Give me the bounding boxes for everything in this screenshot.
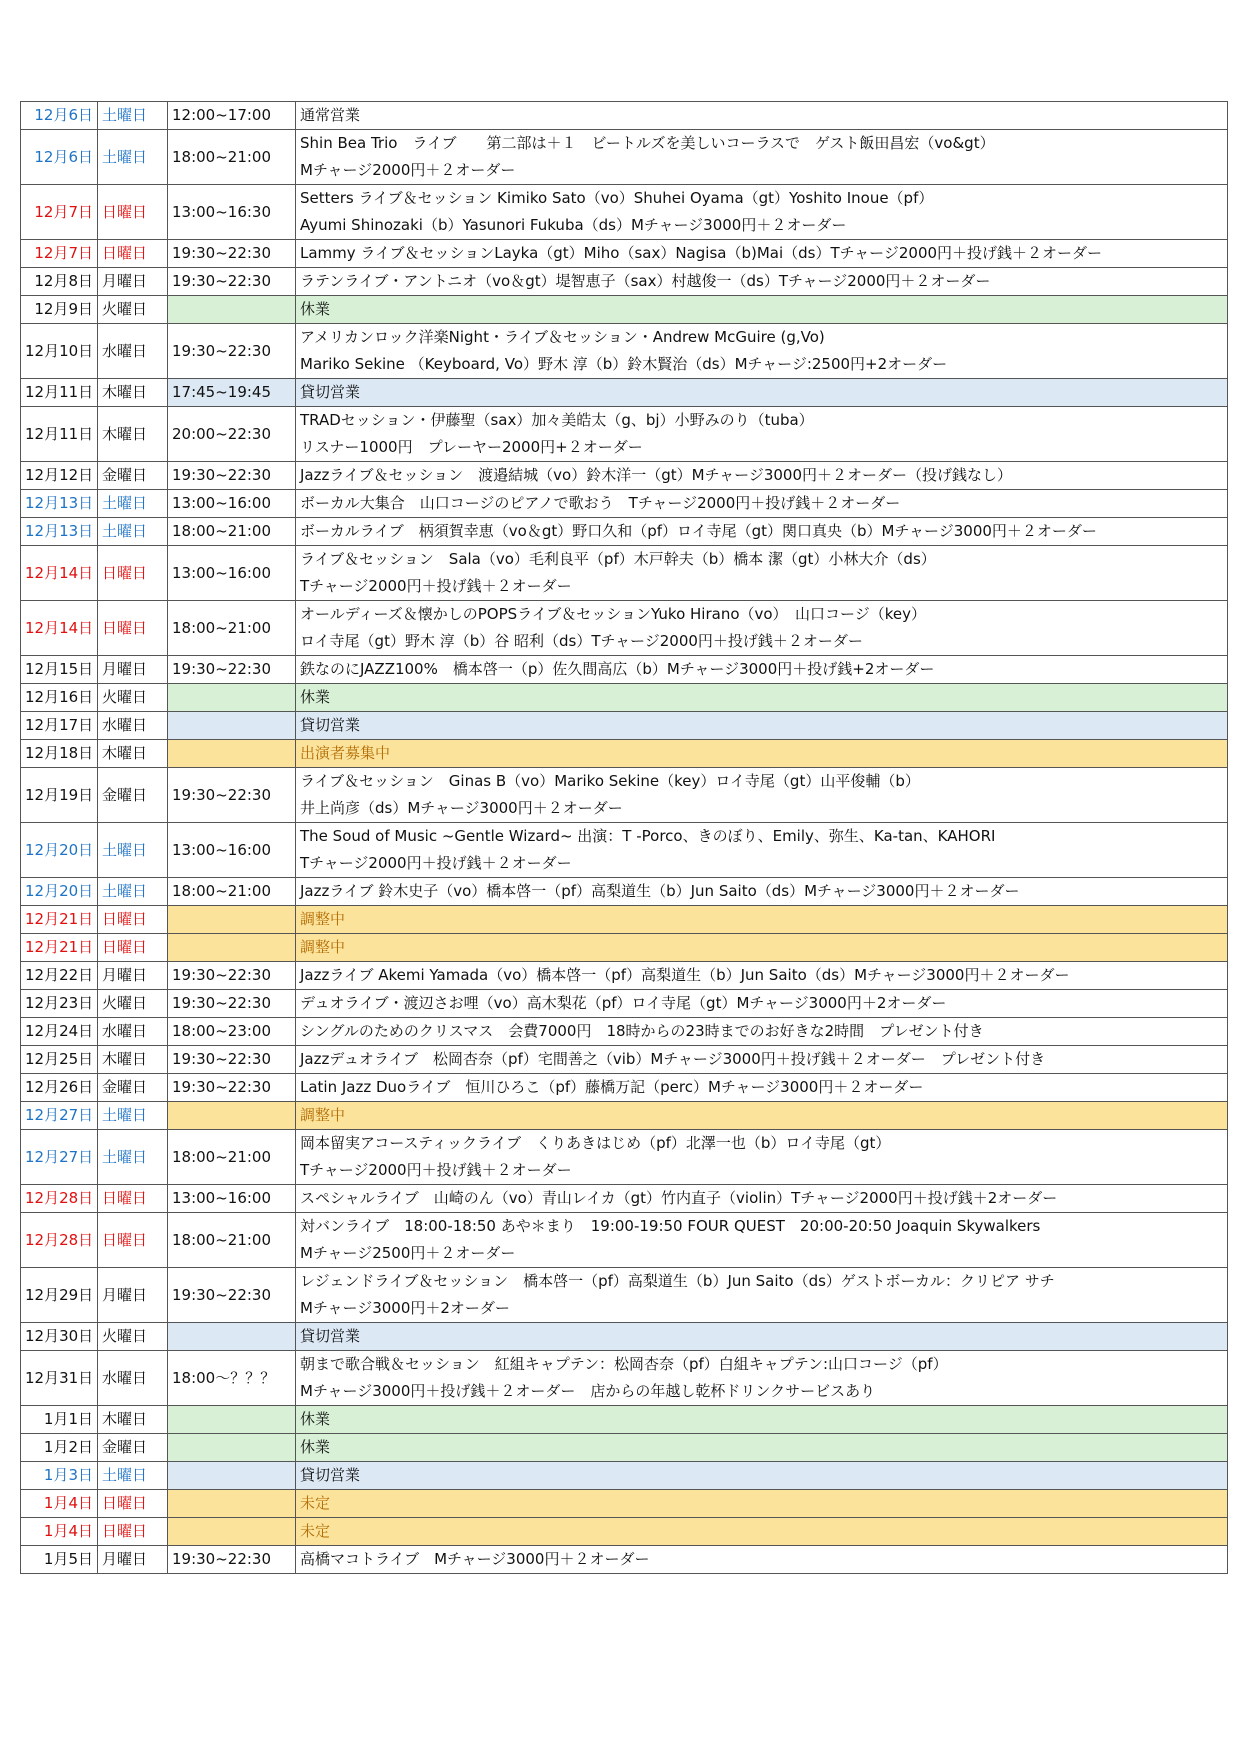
- row-date: 12月13日: [21, 490, 98, 518]
- schedule-table: [20, 101, 1228, 1574]
- row-event: [296, 1268, 1228, 1323]
- event-line: Tチャージ2000円＋投げ銭＋２オーダー: [300, 854, 572, 872]
- event-line: アメリカンロック洋楽Night・ライブ＆セッション・Andrew McGuire (g,Vo): [300, 328, 825, 346]
- schedule-row: [21, 1185, 1228, 1213]
- row-date: 12月16日: [21, 684, 98, 712]
- event-line: Setters ライブ＆セッション Kimiko Sato（vo）Shuhei Oyama（gt）Yoshito Inoue（pf）: [300, 189, 934, 207]
- row-time: 18:00~23:00: [168, 1018, 296, 1046]
- row-event: [296, 1074, 1228, 1102]
- schedule-row: [21, 962, 1228, 990]
- event-line: 休業: [300, 688, 331, 706]
- row-time: 20:00~22:30: [168, 407, 296, 462]
- schedule-row: [21, 712, 1228, 740]
- schedule-row: [21, 990, 1228, 1018]
- schedule-row: [21, 296, 1228, 324]
- row-date: 12月7日: [21, 185, 98, 240]
- event-line: Jazzライブ Akemi Yamada（vo）橋本啓一（pf）高梨道生（b）Jun Saito（ds）Mチャージ3000円＋２オーダー: [300, 966, 1070, 984]
- event-line: Jazzデュオライブ 松岡杏奈（pf）宅間善之（vib）Mチャージ3000円＋投げ銭＋２オーダー プレゼント付き: [300, 1050, 1046, 1068]
- event-line: Mariko Sekine （Keyboard, Vo）野木 淳（b）鈴木賢治（ds）Mチャージ:2500円+2オーダー: [300, 355, 948, 373]
- row-time: 13:00~16:30: [168, 185, 296, 240]
- row-date: 1月2日: [21, 1434, 98, 1462]
- row-weekday: 月曜日: [98, 1268, 168, 1323]
- event-line: 出演者募集中: [300, 744, 391, 762]
- row-event: [296, 379, 1228, 407]
- row-time: 19:30~22:30: [168, 268, 296, 296]
- row-date: 12月14日: [21, 546, 98, 601]
- schedule-row: [21, 878, 1228, 906]
- event-line: レジェンドライブ＆セッション 橋本啓一（pf）高梨道生（b）Jun Saito（ds）ゲストボーカル：クリピア サチ: [300, 1272, 1055, 1290]
- row-time: 19:30~22:30: [168, 1546, 296, 1574]
- row-weekday: 日曜日: [98, 546, 168, 601]
- event-line: ロイ寺尾（gt）野木 淳（b）谷 昭利（ds）Tチャージ2000円＋投げ銭＋２オーダー: [300, 632, 863, 650]
- row-time: 18:00~21:00: [168, 1213, 296, 1268]
- row-time: [168, 740, 296, 768]
- schedule-row: [21, 1351, 1228, 1406]
- row-event: [296, 1406, 1228, 1434]
- row-event: [296, 1185, 1228, 1213]
- schedule-row: [21, 518, 1228, 546]
- event-line: Mチャージ2500円＋２オーダー: [300, 1244, 516, 1262]
- row-event: [296, 130, 1228, 185]
- row-event: [296, 990, 1228, 1018]
- row-weekday: 金曜日: [98, 1074, 168, 1102]
- row-event: [296, 1490, 1228, 1518]
- row-weekday: 水曜日: [98, 712, 168, 740]
- row-date: 12月25日: [21, 1046, 98, 1074]
- row-weekday: 日曜日: [98, 185, 168, 240]
- row-date: 12月24日: [21, 1018, 98, 1046]
- row-weekday: 木曜日: [98, 1046, 168, 1074]
- row-event: [296, 823, 1228, 878]
- row-date: 1月3日: [21, 1462, 98, 1490]
- event-line: 鉄なのにJAZZ100% 橋本啓一（p）佐久間高広（b）Mチャージ3000円＋投げ銭+2オーダー: [300, 660, 935, 678]
- schedule-row: [21, 1074, 1228, 1102]
- event-line: Shin Bea Trio ライブ 第二部は＋１ ビートルズを美しいコーラスで ゲスト飯田昌宏（vo&gt）: [300, 134, 995, 152]
- row-event: [296, 1323, 1228, 1351]
- row-event: [296, 268, 1228, 296]
- row-date: 1月1日: [21, 1406, 98, 1434]
- schedule-row: [21, 1102, 1228, 1130]
- schedule-row: [21, 546, 1228, 601]
- event-line: Jazzライブ 鈴木史子（vo）橋本啓一（pf）高梨道生（b）Jun Saito（ds）Mチャージ3000円＋２オーダー: [300, 882, 1020, 900]
- row-date: 12月31日: [21, 1351, 98, 1406]
- schedule-row: [21, 1490, 1228, 1518]
- schedule-body: [21, 102, 1228, 1574]
- row-weekday: 金曜日: [98, 462, 168, 490]
- row-date: 12月29日: [21, 1268, 98, 1323]
- event-line: ラテンライブ・アントニオ（vo＆gt）堤智恵子（sax）村越俊一（ds）Tチャージ2000円＋２オーダー: [300, 272, 991, 290]
- row-date: 12月21日: [21, 934, 98, 962]
- schedule-row: [21, 601, 1228, 656]
- row-time: 18:00~21:00: [168, 878, 296, 906]
- row-event: [296, 1351, 1228, 1406]
- row-time: 18:00~21:00: [168, 130, 296, 185]
- row-date: 12月20日: [21, 878, 98, 906]
- event-line: Mチャージ2000円＋２オーダー: [300, 161, 516, 179]
- schedule-row: [21, 379, 1228, 407]
- schedule-row: [21, 185, 1228, 240]
- row-weekday: 土曜日: [98, 130, 168, 185]
- event-line: ボーカルライブ 柄須賀幸恵（vo＆gt）野口久和（pf）ロイ寺尾（gt）関口真央（b）Mチャージ3000円＋２オーダー: [300, 522, 1097, 540]
- event-line: 岡本留実アコースティックライブ くりあきはじめ（pf）北澤一也（b）ロイ寺尾（gt）: [300, 1134, 891, 1152]
- row-weekday: 土曜日: [98, 490, 168, 518]
- row-event: [296, 878, 1228, 906]
- row-weekday: 日曜日: [98, 1185, 168, 1213]
- row-time: 13:00~16:00: [168, 546, 296, 601]
- row-weekday: 水曜日: [98, 1351, 168, 1406]
- event-line: Ayumi Shinozaki（b）Yasunori Fukuba（ds）Mチャージ3000円＋２オーダー: [300, 216, 847, 234]
- event-line: ボーカル大集合 山口コージのピアノで歌おう Tチャージ2000円＋投げ銭＋２オーダー: [300, 494, 901, 512]
- row-date: 12月28日: [21, 1185, 98, 1213]
- row-weekday: 木曜日: [98, 379, 168, 407]
- schedule-row: [21, 1130, 1228, 1185]
- row-date: 12月6日: [21, 130, 98, 185]
- event-line: 貸切営業: [300, 383, 361, 401]
- row-time: 19:30~22:30: [168, 990, 296, 1018]
- row-weekday: 日曜日: [98, 1518, 168, 1546]
- row-event: [296, 1018, 1228, 1046]
- row-date: 1月4日: [21, 1490, 98, 1518]
- row-date: 12月28日: [21, 1213, 98, 1268]
- event-line: シングルのためのクリスマス 会費7000円 18時からの23時までのお好きな2時間 プレゼント付き: [300, 1022, 984, 1040]
- row-time: [168, 1102, 296, 1130]
- row-time: 13:00~16:00: [168, 490, 296, 518]
- event-line: TRADセッション・伊藤聖（sax）加々美皓太（g、bj）小野みのり（tuba）: [300, 411, 814, 429]
- row-event: [296, 490, 1228, 518]
- schedule-row: [21, 462, 1228, 490]
- schedule-row: [21, 656, 1228, 684]
- row-weekday: 木曜日: [98, 740, 168, 768]
- row-event: [296, 1046, 1228, 1074]
- row-weekday: 火曜日: [98, 296, 168, 324]
- row-date: 12月27日: [21, 1130, 98, 1185]
- row-event: [296, 102, 1228, 130]
- row-event: [296, 1434, 1228, 1462]
- row-event: [296, 712, 1228, 740]
- schedule-row: [21, 1462, 1228, 1490]
- event-line: スペシャルライブ 山崎のん（vo）青山レイカ（gt）竹内直子（violin）Tチャージ2000円＋投げ銭＋2オーダー: [300, 1189, 1058, 1207]
- row-time: [168, 906, 296, 934]
- event-line: 対バンライブ 18:00-18:50 あや＊まり 19:00-19:50 FOUR QUEST 20:00-20:50 Joaquin Skywalkers: [300, 1217, 1041, 1235]
- row-event: [296, 185, 1228, 240]
- schedule-row: [21, 740, 1228, 768]
- event-line: Tチャージ2000円＋投げ銭＋２オーダー: [300, 577, 572, 595]
- event-line: 朝まで歌合戦＆セッション 紅組キャプテン：松岡杏奈（pf）白組キャプテン:山口コージ（pf）: [300, 1355, 948, 1373]
- row-event: [296, 684, 1228, 712]
- row-weekday: 水曜日: [98, 324, 168, 379]
- row-time: 19:30~22:30: [168, 240, 296, 268]
- row-date: 12月17日: [21, 712, 98, 740]
- row-date: 12月11日: [21, 407, 98, 462]
- row-weekday: 日曜日: [98, 934, 168, 962]
- schedule-row: [21, 684, 1228, 712]
- row-time: [168, 1323, 296, 1351]
- row-time: 18:00~21:00: [168, 601, 296, 656]
- event-line: オールディーズ＆懐かしのPOPSライブ＆セッションYuko Hirano（vo） 山口コージ（key）: [300, 605, 927, 623]
- row-time: [168, 684, 296, 712]
- row-weekday: 日曜日: [98, 601, 168, 656]
- event-line: 休業: [300, 1410, 331, 1428]
- row-event: [296, 601, 1228, 656]
- event-line: 貸切営業: [300, 716, 361, 734]
- row-time: 13:00~16:00: [168, 823, 296, 878]
- row-time: [168, 296, 296, 324]
- row-date: 12月20日: [21, 823, 98, 878]
- row-weekday: 火曜日: [98, 990, 168, 1018]
- schedule-row: [21, 823, 1228, 878]
- schedule-row: [21, 407, 1228, 462]
- row-date: 12月15日: [21, 656, 98, 684]
- row-weekday: 日曜日: [98, 1490, 168, 1518]
- row-time: 19:30~22:30: [168, 962, 296, 990]
- event-line: 井上尚彦（ds）Mチャージ3000円＋２オーダー: [300, 799, 623, 817]
- row-date: 12月26日: [21, 1074, 98, 1102]
- row-date: 12月30日: [21, 1323, 98, 1351]
- schedule-row: [21, 268, 1228, 296]
- row-event: [296, 1102, 1228, 1130]
- row-weekday: 土曜日: [98, 1130, 168, 1185]
- row-date: 12月23日: [21, 990, 98, 1018]
- row-date: 12月13日: [21, 518, 98, 546]
- row-event: [296, 1213, 1228, 1268]
- event-line: Mチャージ3000円＋2オーダー: [300, 1299, 510, 1317]
- event-line: Tチャージ2000円＋投げ銭＋２オーダー: [300, 1161, 572, 1179]
- row-date: 12月6日: [21, 102, 98, 130]
- row-event: [296, 906, 1228, 934]
- schedule-row: [21, 906, 1228, 934]
- row-date: 12月8日: [21, 268, 98, 296]
- row-event: [296, 1130, 1228, 1185]
- row-time: 18:00～？？？: [168, 1351, 296, 1406]
- row-time: 18:00~21:00: [168, 518, 296, 546]
- row-event: [296, 296, 1228, 324]
- event-line: ライブ＆セッション Ginas B（vo）Mariko Sekine（key）ロイ寺尾（gt）山平俊輔（b）: [300, 772, 920, 790]
- row-time: [168, 1490, 296, 1518]
- row-time: 19:30~22:30: [168, 324, 296, 379]
- row-time: [168, 712, 296, 740]
- event-line: ライブ＆セッション Sala（vo）毛利良平（pf）木戸幹夫（b）橋本 潔（gt）小林大介（ds）: [300, 550, 936, 568]
- row-weekday: 木曜日: [98, 407, 168, 462]
- event-line: 高橋マコトライブ Mチャージ3000円＋２オーダー: [300, 1550, 650, 1568]
- row-time: 19:30~22:30: [168, 462, 296, 490]
- row-weekday: 日曜日: [98, 240, 168, 268]
- row-time: 19:30~22:30: [168, 768, 296, 823]
- row-event: [296, 740, 1228, 768]
- row-time: 19:30~22:30: [168, 656, 296, 684]
- schedule-row: [21, 1018, 1228, 1046]
- row-time: 19:30~22:30: [168, 1046, 296, 1074]
- event-line: Lammy ライブ＆セッションLayka（gt）Miho（sax）Nagisa（b)Mai（ds）Tチャージ2000円＋投げ銭＋２オーダー: [300, 244, 1103, 262]
- event-line: 調整中: [300, 910, 346, 928]
- row-event: [296, 462, 1228, 490]
- row-weekday: 月曜日: [98, 268, 168, 296]
- row-weekday: 火曜日: [98, 684, 168, 712]
- schedule-row: [21, 1268, 1228, 1323]
- row-time: 17:45~19:45: [168, 379, 296, 407]
- schedule-row: [21, 240, 1228, 268]
- row-date: 1月5日: [21, 1546, 98, 1574]
- row-date: 12月14日: [21, 601, 98, 656]
- row-weekday: 火曜日: [98, 1323, 168, 1351]
- row-weekday: 日曜日: [98, 1213, 168, 1268]
- row-time: [168, 1518, 296, 1546]
- row-event: [296, 324, 1228, 379]
- row-time: 18:00~21:00: [168, 1130, 296, 1185]
- event-line: リスナー1000円 プレーヤー2000円+２オーダー: [300, 438, 643, 456]
- event-line: 貸切営業: [300, 1327, 361, 1345]
- row-date: 12月7日: [21, 240, 98, 268]
- row-weekday: 土曜日: [98, 1462, 168, 1490]
- schedule-row: [21, 324, 1228, 379]
- row-event: [296, 518, 1228, 546]
- event-line: 休業: [300, 300, 331, 318]
- row-date: 12月18日: [21, 740, 98, 768]
- row-weekday: 土曜日: [98, 878, 168, 906]
- row-weekday: 土曜日: [98, 102, 168, 130]
- row-event: [296, 546, 1228, 601]
- schedule-row: [21, 130, 1228, 185]
- schedule-row: [21, 1518, 1228, 1546]
- event-line: The Soud of Music ~Gentle Wizard~ 出演：T -Porco、きのぼり、Emily、弥生、Ka-tan、KAHORI: [300, 827, 996, 845]
- event-line: デュオライブ・渡辺さお哩（vo）高木梨花（pf）ロイ寺尾（gt）Mチャージ3000円＋2オーダー: [300, 994, 947, 1012]
- row-weekday: 月曜日: [98, 656, 168, 684]
- row-time: 19:30~22:30: [168, 1074, 296, 1102]
- schedule-row: [21, 768, 1228, 823]
- row-date: 12月10日: [21, 324, 98, 379]
- schedule-row: [21, 934, 1228, 962]
- row-date: 12月19日: [21, 768, 98, 823]
- row-event: [296, 240, 1228, 268]
- schedule-row: [21, 1406, 1228, 1434]
- event-line: 調整中: [300, 938, 346, 956]
- row-time: [168, 1434, 296, 1462]
- row-event: [296, 1546, 1228, 1574]
- row-event: [296, 962, 1228, 990]
- row-time: 13:00~16:00: [168, 1185, 296, 1213]
- event-line: 未定: [300, 1494, 331, 1512]
- row-event: [296, 1462, 1228, 1490]
- schedule-row: [21, 1434, 1228, 1462]
- row-time: 12:00~17:00: [168, 102, 296, 130]
- schedule-row: [21, 1213, 1228, 1268]
- row-date: 1月4日: [21, 1518, 98, 1546]
- schedule-row: [21, 1546, 1228, 1574]
- row-date: 12月21日: [21, 906, 98, 934]
- event-line: 休業: [300, 1438, 331, 1456]
- event-line: 貸切営業: [300, 1466, 361, 1484]
- row-time: 19:30~22:30: [168, 1268, 296, 1323]
- row-event: [296, 1518, 1228, 1546]
- event-line: 通常営業: [300, 106, 361, 124]
- row-date: 12月11日: [21, 379, 98, 407]
- row-date: 12月22日: [21, 962, 98, 990]
- row-event: [296, 407, 1228, 462]
- event-line: 調整中: [300, 1106, 346, 1124]
- row-weekday: 水曜日: [98, 1018, 168, 1046]
- row-date: 12月12日: [21, 462, 98, 490]
- schedule-row: [21, 1323, 1228, 1351]
- event-line: Mチャージ3000円＋投げ銭＋２オーダー 店からの年越し乾杯ドリンクサービスあり: [300, 1382, 876, 1400]
- event-line: 未定: [300, 1522, 331, 1540]
- row-weekday: 木曜日: [98, 1406, 168, 1434]
- event-line: Latin Jazz Duoライブ 恒川ひろこ（pf）藤橋万記（perc）Mチャージ3000円＋２オーダー: [300, 1078, 924, 1096]
- event-line: Jazzライブ＆セッション 渡邉結城（vo）鈴木洋一（gt）Mチャージ3000円＋２オーダー（投げ銭なし）: [300, 466, 1012, 484]
- row-weekday: 日曜日: [98, 906, 168, 934]
- row-weekday: 土曜日: [98, 1102, 168, 1130]
- row-weekday: 月曜日: [98, 1546, 168, 1574]
- row-weekday: 金曜日: [98, 1434, 168, 1462]
- row-time: [168, 1462, 296, 1490]
- row-date: 12月9日: [21, 296, 98, 324]
- row-time: [168, 1406, 296, 1434]
- row-weekday: 月曜日: [98, 962, 168, 990]
- schedule-row: [21, 490, 1228, 518]
- row-weekday: 金曜日: [98, 768, 168, 823]
- row-time: [168, 934, 296, 962]
- row-event: [296, 768, 1228, 823]
- schedule-row: [21, 102, 1228, 130]
- row-date: 12月27日: [21, 1102, 98, 1130]
- row-weekday: 土曜日: [98, 823, 168, 878]
- row-event: [296, 656, 1228, 684]
- row-weekday: 土曜日: [98, 518, 168, 546]
- schedule-row: [21, 1046, 1228, 1074]
- row-event: [296, 934, 1228, 962]
